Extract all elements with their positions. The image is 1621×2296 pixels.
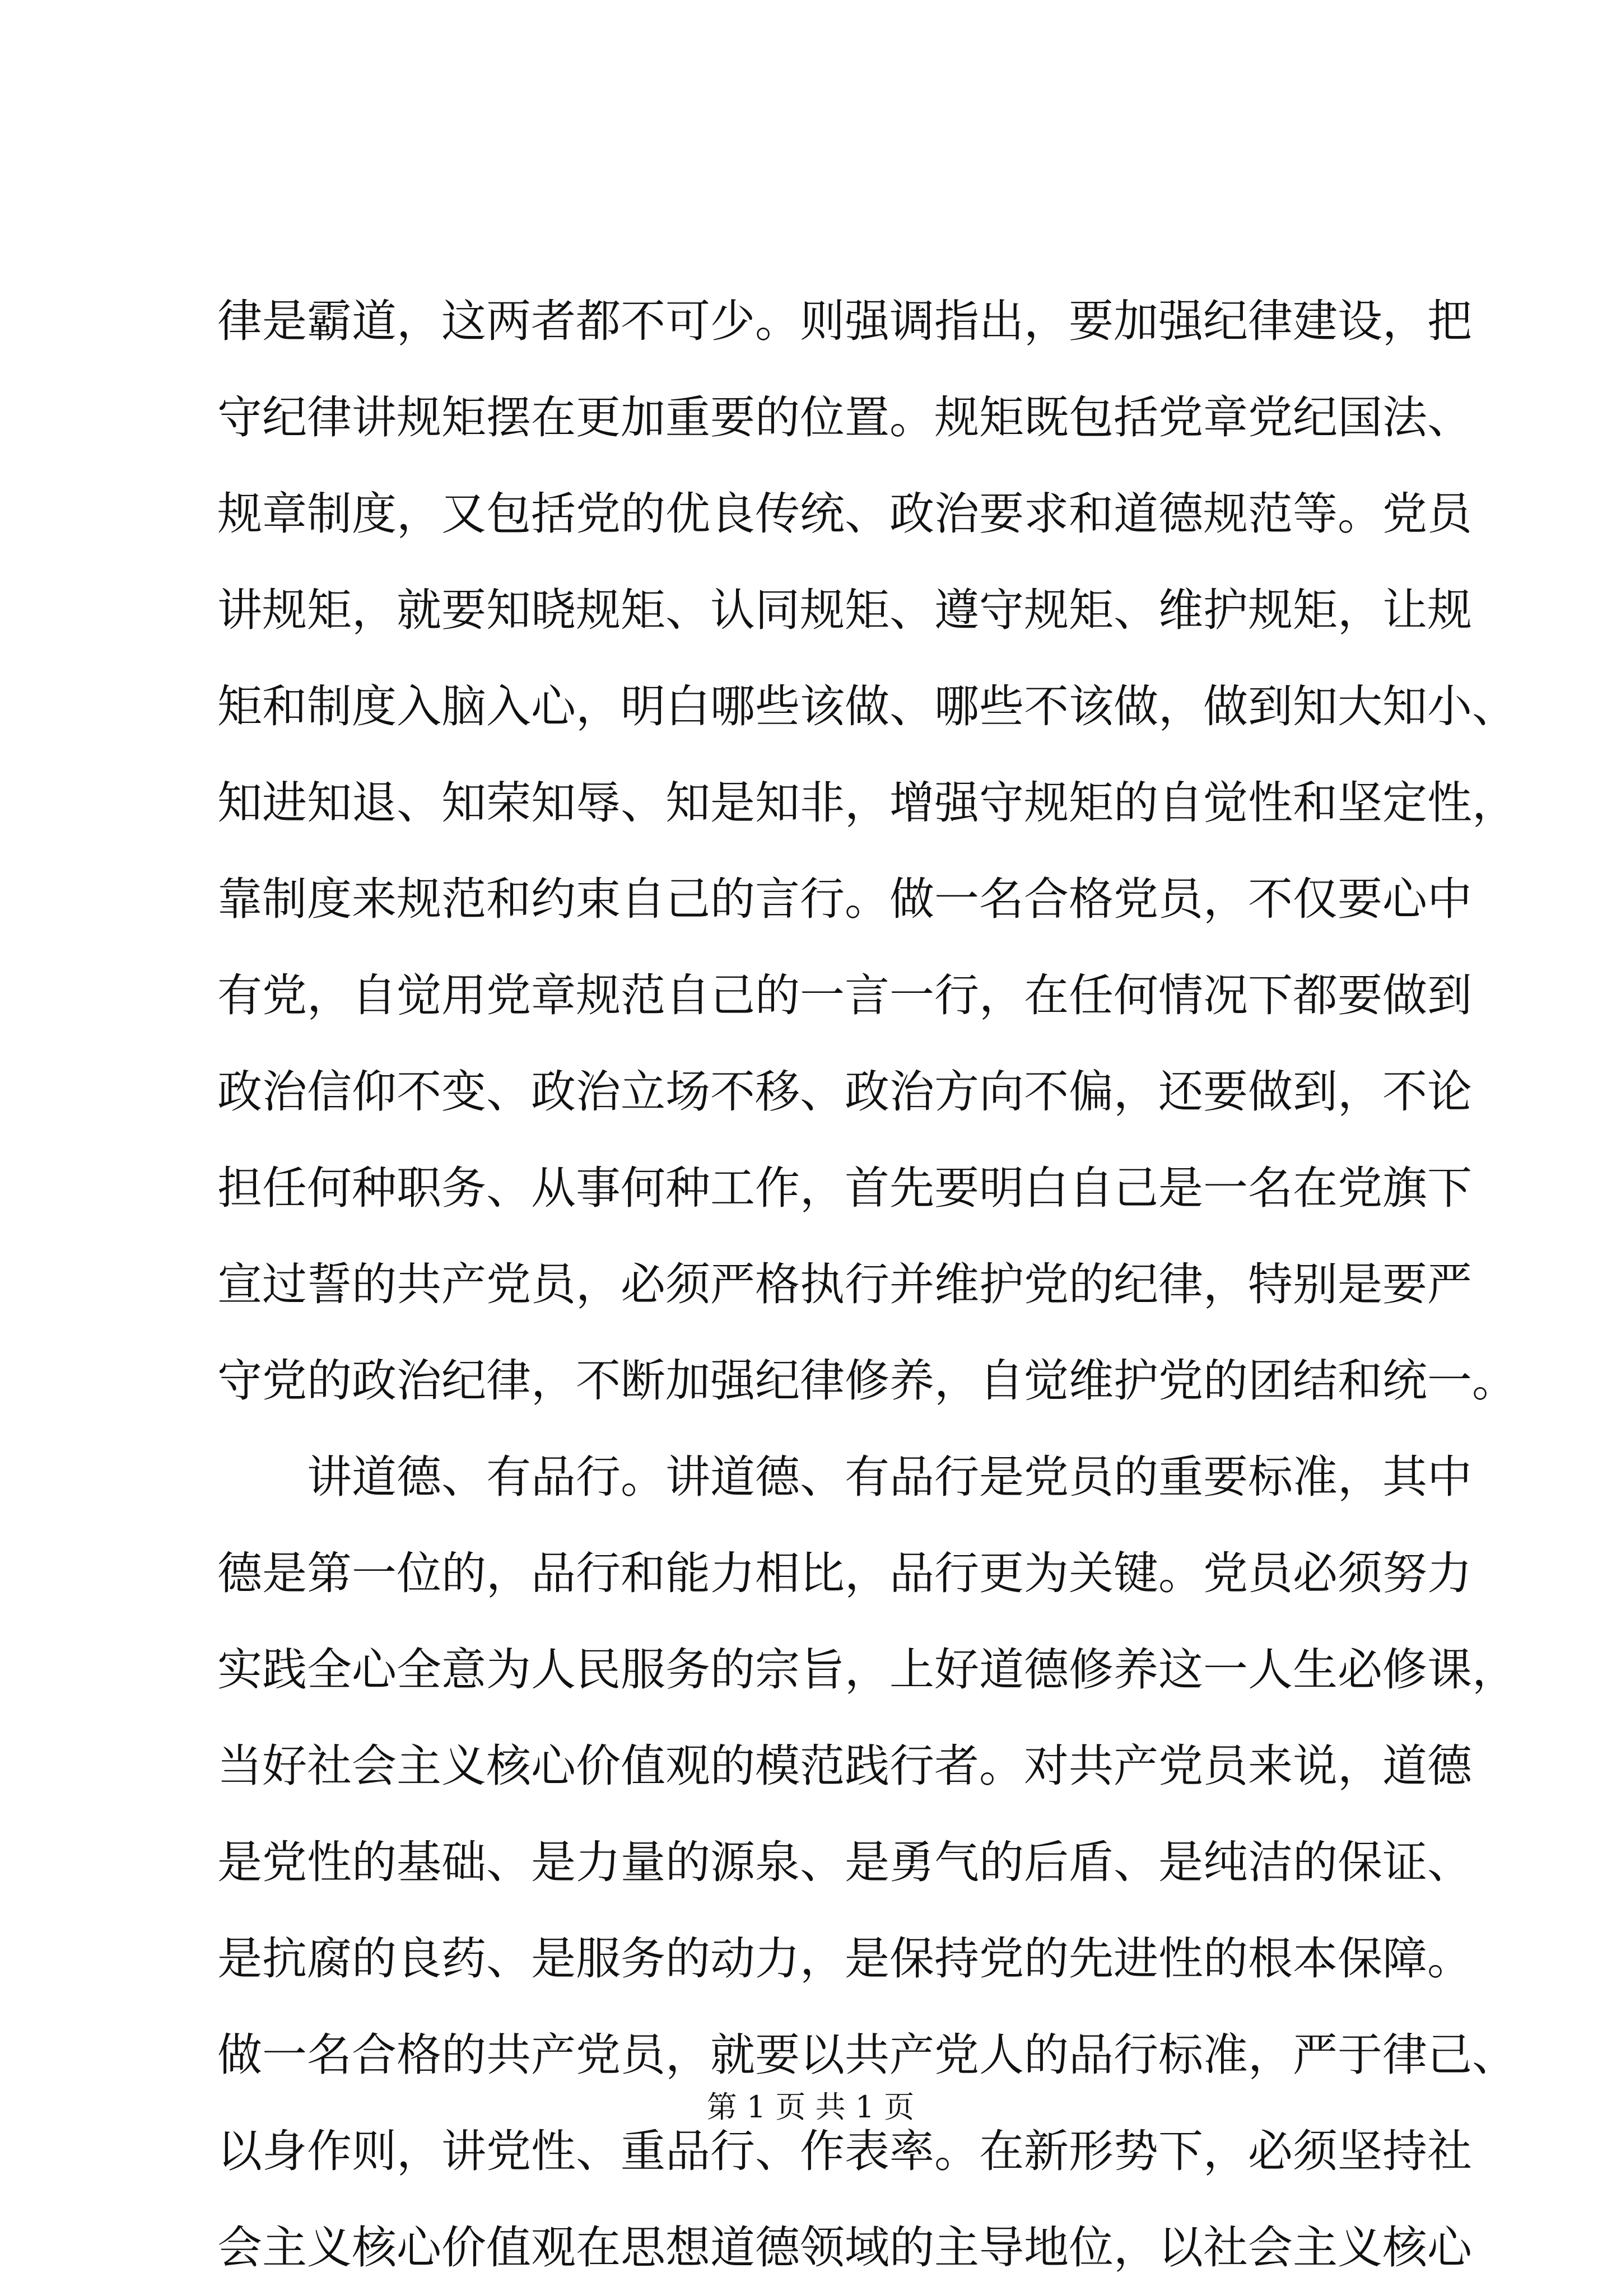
text-line: 是抗腐的良药、是服务的动力，是保持党的先进性的根本保障。	[217, 1933, 1472, 1985]
text-line: 德是第一位的，品行和能力相比，品行更为关键。党员必须努力	[217, 1547, 1472, 1599]
text-line: 以身作则，讲党性、重品行、作表率。在新形势下，必须坚持社	[217, 2125, 1472, 2177]
text-line: 讲道德、有品行。讲道德、有品行是党员的重要标准，其中	[307, 1451, 1472, 1503]
document-body	[217, 273, 1517, 2296]
text-line: 有党，自觉用党章规范自己的一言一行，在任何情况下都要做到	[217, 969, 1472, 1021]
text-line: 讲规矩，就要知晓规矩、认同规矩、遵守规矩、维护规矩，让规	[217, 584, 1472, 636]
text-line: 规章制度，又包括党的优良传统、政治要求和道德规范等。党员	[217, 488, 1472, 540]
paragraph-1	[217, 273, 1517, 1429]
text-line: 守党的政治纪律，不断加强纪律修养，自觉维护党的团结和统一。	[217, 1355, 1517, 1407]
paragraph-2	[217, 1429, 1517, 2296]
text-line: 律是霸道，这两者都不可少。则强调指出，要加强纪律建设，把	[217, 295, 1472, 347]
text-line: 知进知退、知荣知辱、知是知非，增强守规矩的自觉性和坚定性，	[217, 777, 1517, 829]
text-line: 矩和制度入脑入心，明白哪些该做、哪些不该做，做到知大知小、	[217, 680, 1517, 732]
page-footer: 第 1 页 共 1 页	[706, 2089, 915, 2125]
text-line: 靠制度来规范和约束自己的言行。做一名合格党员，不仅要心中	[217, 873, 1472, 925]
text-line: 会主义核心价值观在思想道德领域的主导地位，以社会主义核心	[217, 2222, 1472, 2274]
text-line: 守纪律讲规矩摆在更加重要的位置。规矩既包括党章党纪国法、	[217, 391, 1472, 444]
text-line: 当好社会主义核心价值观的模范践行者。对共产党员来说，道德	[217, 1740, 1472, 1792]
text-line: 政治信仰不变、政治立场不移、政治方向不偏，还要做到，不论	[217, 1066, 1472, 1118]
text-line: 实践全心全意为人民服务的宗旨，上好道德修养这一人生必修课，	[217, 1644, 1517, 1696]
text-line: 担任何种职务、从事何种工作，首先要明白自己是一名在党旗下	[217, 1162, 1472, 1214]
text-line: 做一名合格的共产党员，就要以共产党人的品行标准，严于律己、	[217, 2029, 1517, 2081]
text-line: 是党性的基础、是力量的源泉、是勇气的后盾、是纯洁的保证、	[217, 1836, 1472, 1888]
text-line: 宣过誓的共产党员，必须严格执行并维护党的纪律，特别是要严	[217, 1258, 1472, 1310]
